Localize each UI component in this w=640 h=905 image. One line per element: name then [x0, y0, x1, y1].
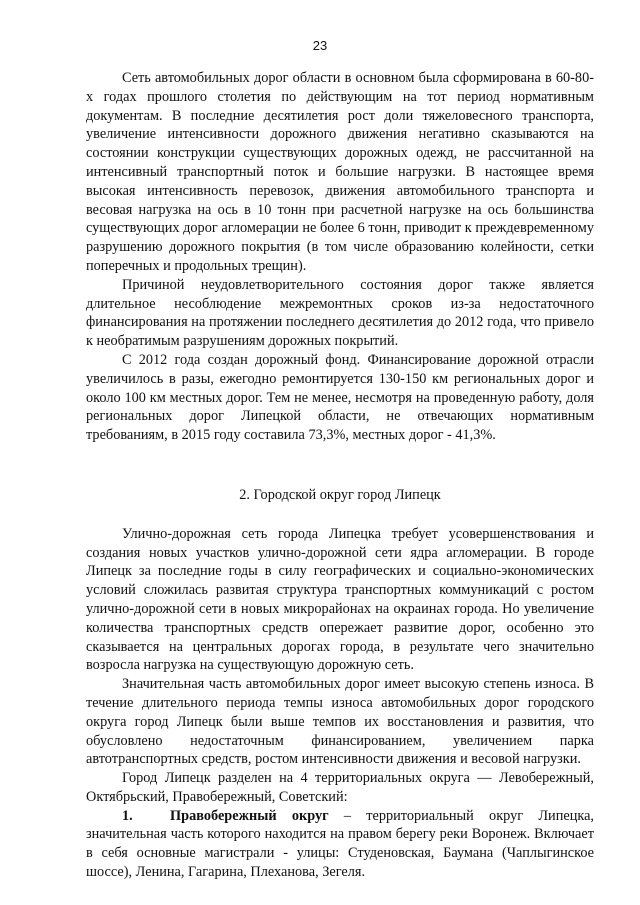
list-item-text: – территориальный округ Липецка, значительная часть которого находится на правом берегу реки Воронеж. Включает в себя основные магистрали - улицы: Студеновская, Баумана (Чаплыгинское шоссе), Ленина, Гагарина, Плеханова, Зегеля. — [86, 807, 594, 881]
paragraph-road-fund: С 2012 года создан дорожный фонд. Финансирование дорожной отрасли увеличилось в разы, ежегодно ремонтируется 130-150 км региональных дорог и около 100 км местных дорог. Тем не менее, несмотря на проведенную работу, доля региональных дорог Липецкой области, не отвечающих нормативным требованиям, в 2015 году составила 73,3%, местных дорог - 41,3%. — [86, 351, 594, 444]
document-body — [86, 69, 594, 882]
list-item-term: Правобережный округ — [170, 807, 329, 824]
section-heading: 2. Городской округ город Липецк — [239, 486, 441, 503]
paragraph-districts: Город Липецк разделен на 4 территориальных округа — Левобережный, Октябрьский, Правобережный, Советский: — [86, 770, 594, 805]
paragraph-repair-causes: Причиной неудовлетворительного состояния дорог также является длительное несоблюдение межремонтных сроков из-за недостаточного финансирования на протяжении последнего десятилетия до 2012 года, что привело к необратимым разрушениям дорожных покрытий. — [86, 276, 594, 350]
paragraph-road-network-history: Сеть автомобильных дорог области в основном была сформирована в 60-80-х годах прошлого столетия по действующим на тот период нормативным документам. В последние десятилетия рост доли тяжеловесного транспорта, увеличение интенсивности дорожного движения негативно сказываются на состоянии конструкции существующих дорожных одежд, не рассчитанной на интенсивный транспортный поток и большие нагрузки. В настоящее время высокая интенсивность перевозок, движения автомобильного транспорта и весовая нагрузка на ось в 10 тонн при расчетной нагрузке на ось большинства существующих дорог агломерации не более 6 тонн, приводит к преждевременному разрушению дорожного покрытия (в том числе образованию колейности, сетки поперечных и продольных трещин). — [86, 70, 594, 274]
list-item-number: 1. — [122, 807, 133, 824]
page-number: 23 — [312, 38, 328, 53]
paragraph-lipetsk-street-network: Улично-дорожная сеть города Липецка требует усовершенствования и создания новых участков улично-дорожной сети ядра агломерации. В городе Липецк за последние годы в силу географических и социально-экономических условий сложилась развитая структура транспортных коммуникаций с ростом улично-дорожной сети в новых микрорайонах на окраинах города. Но увеличение количества транспортных средств опережает развитие дорог, особенно это сказывается на центральных дорогах города, в результате чего значительно возросла нагрузка на существующую дорожную сеть. — [86, 525, 594, 674]
paragraph-road-wear: Значительная часть автомобильных дорог имеет высокую степень износа. В течение длительного периода темпы износа автомобильных дорог городского округа город Липецк были выше темпов их восстановления и развития, что обусловлено недостаточным финансированием, увеличением парка автотранспортных средств, ростом интенсивности движения и весовой нагрузки. — [86, 676, 594, 768]
list-item-pravoberezhny — [86, 807, 594, 882]
